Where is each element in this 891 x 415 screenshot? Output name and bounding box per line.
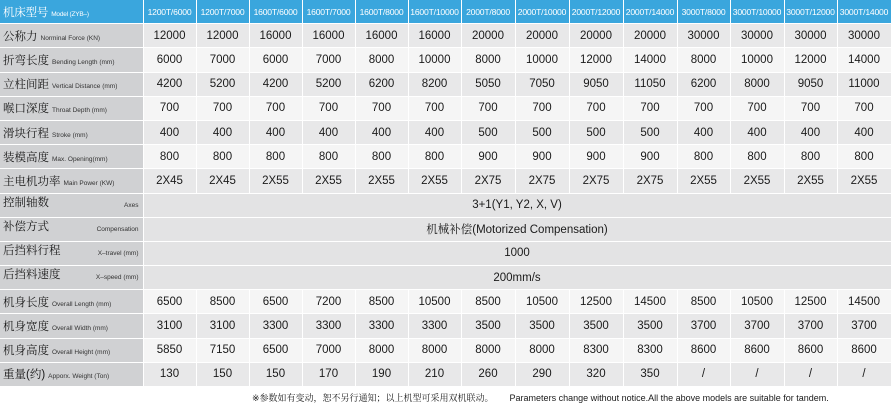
value-cell: 3100 <box>196 314 249 338</box>
table-row <box>0 290 891 314</box>
table-row <box>0 266 891 290</box>
value-cell: 3500 <box>569 314 623 338</box>
value-cell: 6200 <box>677 72 730 96</box>
footnote-en: Parameters change without notice.All the above models are suitable for tandem. <box>509 393 829 403</box>
value-cell: 700 <box>730 96 784 120</box>
row-label-zh: 喉口深度 <box>3 103 49 116</box>
value-cell: 700 <box>784 96 837 120</box>
table-row <box>0 96 891 120</box>
row-label-en: X–travel (mm) <box>97 249 139 257</box>
table-row <box>0 48 891 72</box>
table-row <box>0 120 891 144</box>
row-label-en: Norminal Force (KN) <box>40 34 101 42</box>
value-cell: 130 <box>143 362 196 386</box>
row-label-en: Axes <box>124 201 139 209</box>
value-cell: 4200 <box>143 72 196 96</box>
value-cell: 5050 <box>461 72 515 96</box>
value-cell: 6000 <box>143 48 196 72</box>
row-label-zh: 机身高度 <box>3 345 49 358</box>
row-label-cell <box>0 290 143 314</box>
value-cell: 400 <box>355 120 408 144</box>
value-cell: 11000 <box>837 72 891 96</box>
row-label-cell <box>0 314 143 338</box>
value-cell: / <box>677 362 730 386</box>
value-cell: 9050 <box>784 72 837 96</box>
value-cell: 400 <box>249 120 302 144</box>
row-label-en: Overall Length (mm) <box>52 300 112 308</box>
value-cell: 800 <box>677 145 730 169</box>
row-label-en: X–speed (mm) <box>95 274 139 282</box>
value-cell: 500 <box>623 120 677 144</box>
spanned-value-cell: 3+1(Y1, Y2, X, V) <box>143 193 891 217</box>
spanned-value-cell: 机械补偿(Motorized Compensation) <box>143 217 891 241</box>
row-label-cell <box>0 338 143 362</box>
value-cell: 3300 <box>249 314 302 338</box>
model-header-cell: 2000T/10000 <box>515 0 569 24</box>
value-cell: 8000 <box>515 338 569 362</box>
model-header-cell: 1600T/6000 <box>249 0 302 24</box>
value-cell: 170 <box>302 362 355 386</box>
table-row <box>0 338 891 362</box>
row-label-zh: 装模高度 <box>3 151 49 164</box>
value-cell: 30000 <box>837 24 891 48</box>
row-label-zh: 补偿方式 <box>3 220 49 233</box>
value-cell: 6200 <box>355 72 408 96</box>
value-cell: 14000 <box>837 48 891 72</box>
value-cell: 3700 <box>837 314 891 338</box>
value-cell: 10000 <box>730 48 784 72</box>
value-cell: 8300 <box>569 338 623 362</box>
value-cell: 700 <box>302 96 355 120</box>
value-cell: 8600 <box>730 338 784 362</box>
header-label-cell <box>0 0 143 24</box>
value-cell: 400 <box>143 120 196 144</box>
model-header-cell: 2000T/14000 <box>623 0 677 24</box>
table-row <box>0 145 891 169</box>
model-header-cell: 1200T/6000 <box>143 0 196 24</box>
row-label-zh: 后挡料行程 <box>3 244 61 257</box>
value-cell: 900 <box>461 145 515 169</box>
value-cell: 400 <box>730 120 784 144</box>
value-cell: 800 <box>196 145 249 169</box>
value-cell: 8000 <box>355 338 408 362</box>
model-header-cell: 2000T/8000 <box>461 0 515 24</box>
value-cell: 8500 <box>461 290 515 314</box>
value-cell: 700 <box>837 96 891 120</box>
value-cell: 8000 <box>677 48 730 72</box>
value-cell: 10500 <box>408 290 461 314</box>
value-cell: 900 <box>515 145 569 169</box>
value-cell: 3500 <box>515 314 569 338</box>
model-header-cell: 1600T/8000 <box>355 0 408 24</box>
row-label-en: Max. Opening(mm) <box>52 155 108 163</box>
value-cell: 7000 <box>196 48 249 72</box>
value-cell: 900 <box>623 145 677 169</box>
value-cell: 800 <box>143 145 196 169</box>
value-cell: 16000 <box>408 24 461 48</box>
model-header-cell: 1600T/7000 <box>302 0 355 24</box>
value-cell: 3100 <box>143 314 196 338</box>
value-cell: 2X55 <box>408 169 461 193</box>
row-label-zh: 折弯长度 <box>3 54 49 67</box>
value-cell: 800 <box>355 145 408 169</box>
value-cell: 14500 <box>623 290 677 314</box>
value-cell: 30000 <box>784 24 837 48</box>
row-label-zh: 立柱间距 <box>3 79 49 92</box>
row-label-en: Overall Width (mm) <box>52 325 108 333</box>
value-cell: 5200 <box>302 72 355 96</box>
value-cell: 700 <box>355 96 408 120</box>
value-cell: 500 <box>515 120 569 144</box>
value-cell: 260 <box>461 362 515 386</box>
table-row <box>0 241 891 265</box>
row-label-cell <box>0 145 143 169</box>
row-label-cell <box>0 72 143 96</box>
value-cell: 2X45 <box>143 169 196 193</box>
row-label-zh: 机身宽度 <box>3 321 49 334</box>
value-cell: 700 <box>515 96 569 120</box>
value-cell: 2X55 <box>730 169 784 193</box>
value-cell: 12000 <box>784 48 837 72</box>
value-cell: 8000 <box>408 338 461 362</box>
value-cell: 700 <box>196 96 249 120</box>
value-cell: 16000 <box>249 24 302 48</box>
value-cell: 2X55 <box>784 169 837 193</box>
row-label-cell <box>0 96 143 120</box>
table-row <box>0 193 891 217</box>
table-row <box>0 362 891 386</box>
row-label-cell <box>0 266 143 290</box>
value-cell: 700 <box>461 96 515 120</box>
value-cell: 800 <box>302 145 355 169</box>
value-cell: 320 <box>569 362 623 386</box>
value-cell: 7200 <box>302 290 355 314</box>
table-row <box>0 169 891 193</box>
value-cell: 16000 <box>302 24 355 48</box>
value-cell: 6000 <box>249 48 302 72</box>
value-cell: 30000 <box>677 24 730 48</box>
spanned-value-cell: 1000 <box>143 241 891 265</box>
footnote <box>252 391 829 404</box>
value-cell: 2X45 <box>196 169 249 193</box>
value-cell: 20000 <box>623 24 677 48</box>
value-cell: 2X75 <box>623 169 677 193</box>
value-cell: 800 <box>837 145 891 169</box>
row-label-zh: 机身长度 <box>3 296 49 309</box>
model-header-cell: 3000T/8000 <box>677 0 730 24</box>
row-label-en: Overall Height (mm) <box>52 349 111 357</box>
row-label-en: Bending Length (mm) <box>52 58 115 66</box>
model-header-cell: 3000T/10000 <box>730 0 784 24</box>
value-cell: 8000 <box>461 48 515 72</box>
row-label-cell <box>0 24 143 48</box>
value-cell: 7150 <box>196 338 249 362</box>
value-cell: 3700 <box>677 314 730 338</box>
value-cell: 150 <box>249 362 302 386</box>
header-label-en: Model (ZYB–) <box>51 10 89 18</box>
value-cell: 190 <box>355 362 408 386</box>
value-cell: 20000 <box>461 24 515 48</box>
row-label-cell <box>0 120 143 144</box>
model-header-cell: 1600T/10000 <box>408 0 461 24</box>
value-cell: 3300 <box>408 314 461 338</box>
value-cell: 2X75 <box>515 169 569 193</box>
value-cell: 150 <box>196 362 249 386</box>
row-label-en: Stroke (mm) <box>52 131 88 139</box>
value-cell: 7050 <box>515 72 569 96</box>
value-cell: 500 <box>461 120 515 144</box>
value-cell: 3500 <box>623 314 677 338</box>
value-cell: 10500 <box>730 290 784 314</box>
model-header-cell: 1200T/7000 <box>196 0 249 24</box>
row-label-cell <box>0 48 143 72</box>
value-cell: 6500 <box>249 338 302 362</box>
value-cell: 2X55 <box>837 169 891 193</box>
row-label-en: Compensation <box>96 225 139 233</box>
row-label-en: Throat Depth (mm) <box>52 107 107 115</box>
value-cell: 4200 <box>249 72 302 96</box>
value-cell: 2X55 <box>355 169 408 193</box>
model-header-cell: 2000T/12000 <box>569 0 623 24</box>
value-cell: 5850 <box>143 338 196 362</box>
value-cell: 5200 <box>196 72 249 96</box>
value-cell: 8600 <box>677 338 730 362</box>
value-cell: 14500 <box>837 290 891 314</box>
value-cell: 20000 <box>569 24 623 48</box>
table-row <box>0 24 891 48</box>
value-cell: 400 <box>837 120 891 144</box>
value-cell: 12500 <box>784 290 837 314</box>
footnote-zh: ※参数如有变动，恕不另行通知；以上机型可采用双机联动。 <box>252 393 494 403</box>
value-cell: 14000 <box>623 48 677 72</box>
value-cell: 6500 <box>249 290 302 314</box>
row-label-zh: 重量(约) <box>3 369 46 382</box>
value-cell: 10500 <box>515 290 569 314</box>
value-cell: 10000 <box>515 48 569 72</box>
value-cell: 8500 <box>196 290 249 314</box>
table-row <box>0 314 891 338</box>
row-label-cell <box>0 217 143 241</box>
value-cell: 12500 <box>569 290 623 314</box>
value-cell: 700 <box>623 96 677 120</box>
value-cell: 7000 <box>302 338 355 362</box>
spanned-value-cell: 200mm/s <box>143 266 891 290</box>
row-label-en: Main Power (KW) <box>63 179 115 187</box>
value-cell: 400 <box>784 120 837 144</box>
value-cell: 800 <box>730 145 784 169</box>
value-cell: 700 <box>143 96 196 120</box>
row-label-zh: 后挡料速度 <box>3 269 61 282</box>
value-cell: 2X55 <box>677 169 730 193</box>
value-cell: 8500 <box>677 290 730 314</box>
value-cell: 700 <box>677 96 730 120</box>
value-cell: / <box>784 362 837 386</box>
row-label-zh: 控制轴数 <box>3 196 49 209</box>
value-cell: / <box>837 362 891 386</box>
value-cell: 400 <box>196 120 249 144</box>
value-cell: 700 <box>408 96 461 120</box>
value-cell: 700 <box>249 96 302 120</box>
row-label-cell <box>0 193 143 217</box>
value-cell: 6500 <box>143 290 196 314</box>
value-cell: 2X55 <box>302 169 355 193</box>
value-cell: 350 <box>623 362 677 386</box>
row-label-cell <box>0 362 143 386</box>
value-cell: 8000 <box>730 72 784 96</box>
value-cell: 2X75 <box>569 169 623 193</box>
row-label-cell <box>0 241 143 265</box>
value-cell: 800 <box>408 145 461 169</box>
value-cell: 800 <box>784 145 837 169</box>
value-cell: 3300 <box>302 314 355 338</box>
table-row <box>0 72 891 96</box>
value-cell: 500 <box>569 120 623 144</box>
value-cell: 3500 <box>461 314 515 338</box>
table-row <box>0 217 891 241</box>
value-cell: 400 <box>302 120 355 144</box>
value-cell: 8600 <box>784 338 837 362</box>
value-cell: 11050 <box>623 72 677 96</box>
value-cell: 2X75 <box>461 169 515 193</box>
value-cell: / <box>730 362 784 386</box>
row-label-zh: 公称力 <box>3 30 38 43</box>
value-cell: 3700 <box>730 314 784 338</box>
value-cell: 8500 <box>355 290 408 314</box>
model-header-cell: 3000T/12000 <box>784 0 837 24</box>
value-cell: 12000 <box>143 24 196 48</box>
value-cell: 10000 <box>408 48 461 72</box>
value-cell: 400 <box>677 120 730 144</box>
value-cell: 9050 <box>569 72 623 96</box>
header-label-zh: 机床型号 <box>3 6 49 19</box>
value-cell: 8000 <box>355 48 408 72</box>
value-cell: 12000 <box>196 24 249 48</box>
value-cell: 8200 <box>408 72 461 96</box>
value-cell: 7000 <box>302 48 355 72</box>
value-cell: 800 <box>249 145 302 169</box>
value-cell: 16000 <box>355 24 408 48</box>
value-cell: 12000 <box>569 48 623 72</box>
value-cell: 8300 <box>623 338 677 362</box>
value-cell: 20000 <box>515 24 569 48</box>
value-cell: 900 <box>569 145 623 169</box>
value-cell: 290 <box>515 362 569 386</box>
table-header-row <box>0 0 891 24</box>
row-label-zh: 滑块行程 <box>3 127 49 140</box>
row-label-zh: 主电机功率 <box>3 175 61 188</box>
value-cell: 210 <box>408 362 461 386</box>
model-header-cell: 3000T/14000 <box>837 0 891 24</box>
row-label-en: Vertical Distance (mm) <box>52 83 118 91</box>
value-cell: 700 <box>569 96 623 120</box>
value-cell: 8000 <box>461 338 515 362</box>
value-cell: 8600 <box>837 338 891 362</box>
value-cell: 400 <box>408 120 461 144</box>
value-cell: 30000 <box>730 24 784 48</box>
row-label-en: Apporx. Weight (Ton) <box>48 373 110 381</box>
value-cell: 2X55 <box>249 169 302 193</box>
value-cell: 3700 <box>784 314 837 338</box>
value-cell: 3300 <box>355 314 408 338</box>
row-label-cell <box>0 169 143 193</box>
